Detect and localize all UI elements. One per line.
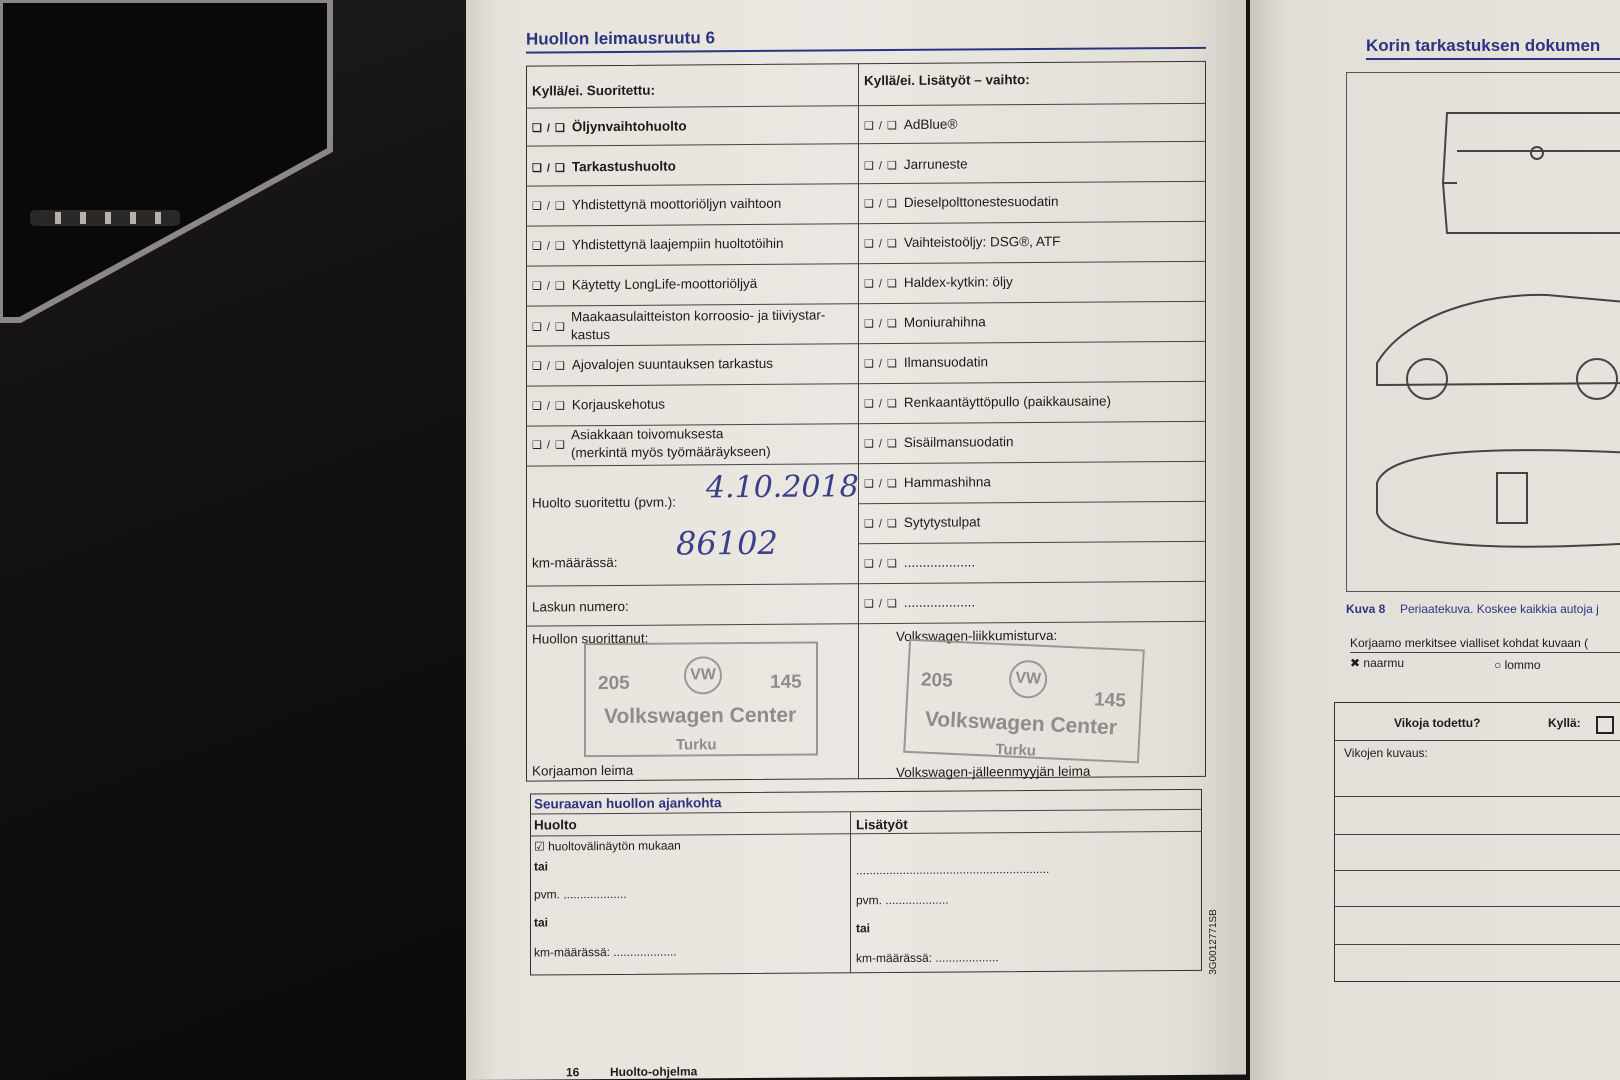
checkbox-pair[interactable]: ❑ / ❑ <box>864 477 898 491</box>
left-item-longlife-oil[interactable]: ❑ / ❑ Käytetty LongLife-moottoriöljyä <box>532 275 758 293</box>
next-service-title: Seuraavan huollon ajankohta <box>534 795 722 812</box>
right-item-tyre-sealant[interactable]: ❑ / ❑ Renkaantäyttöpullo (paikkausaine) <box>864 393 1112 411</box>
air-vent-icon <box>0 0 380 360</box>
left-item-gas-system[interactable]: ❑ / ❑ Maakaasulaitteiston korroosio- ja tiiviystar- <box>532 307 826 334</box>
performed-by-label: Huollon suorittanut: <box>532 630 649 647</box>
checkbox-pair[interactable]: ❑ / ❑ <box>864 237 898 251</box>
manual-left-page <box>466 0 1246 1080</box>
checkbox-pair[interactable]: ❑ / ❑ <box>532 122 566 135</box>
right-item-spark-plugs[interactable]: ❑ / ❑ Sytytystulpat <box>864 514 981 531</box>
doc-code: 3G0012771SB <box>1208 909 1219 975</box>
next-service-or-2: tai <box>534 915 549 930</box>
left-item-with-oil-change[interactable]: ❑ / ❑ Yhdistettynä moottoriöljyn vaihtoon <box>532 195 782 213</box>
next-service-col-extra: Lisätyöt <box>856 816 908 833</box>
checkbox-pair[interactable]: ❑ / ❑ <box>864 397 898 411</box>
next-extra-date: pvm. ................... <box>856 892 949 908</box>
next-extra-or: tai <box>856 921 871 936</box>
right-item-gearbox-oil[interactable]: ❑ / ❑ Vaihteistoöljy: DSG®, ATF <box>864 233 1061 251</box>
page-title: Huollon leimausruutu 6 <box>526 28 715 49</box>
right-item-diesel-filter[interactable]: ❑ / ❑ Dieselpolttonestesuodatin <box>864 193 1059 211</box>
dealer-stamp: 205 VW 145 Volkswagen Center Turku <box>903 639 1145 764</box>
right-item-timing-belt[interactable]: ❑ / ❑ Hammashihna <box>864 474 991 491</box>
km-label: km-määrässä: <box>532 554 618 571</box>
manual-right-page <box>1250 0 1620 1080</box>
next-service-date: pvm. ................... <box>534 886 627 902</box>
yes-checkbox[interactable] <box>1596 716 1614 734</box>
left-item-extended-service[interactable]: ❑ / ❑ Yhdistettynä laajempiin huoltotöihin <box>532 235 784 253</box>
left-item-customer-request-note: (merkintä myös työmääräykseen) <box>571 443 771 461</box>
left-item-gas-system-cont: kastus <box>571 326 611 343</box>
defects-table <box>1334 702 1620 982</box>
checkbox-pair[interactable]: ❑ / ❑ <box>864 437 898 451</box>
checkbox-pair[interactable]: ❑ / ❑ <box>864 119 898 133</box>
left-item-customer-request[interactable]: ❑ / ❑ Asiakkaan toivomuksesta <box>532 426 724 452</box>
dashboard-background <box>0 0 470 1080</box>
page-number: 16 <box>566 1065 580 1080</box>
checkbox-pair[interactable]: ❑ / ❑ <box>864 197 898 211</box>
col-right-header: Kyllä/ei. Lisätyöt – vaihto: <box>864 72 1030 89</box>
marks-text: Korjaamo merkitsee vialliset kohdat kuvaan ( <box>1350 636 1589 650</box>
next-service-or-1: tai <box>534 859 549 874</box>
next-service-col-service: Huolto <box>534 817 577 833</box>
checkbox-pair[interactable]: ❑ / ❑ <box>864 277 898 291</box>
workshop-stamp: 205 VW 145 Volkswagen Center Turku <box>584 642 818 758</box>
left-item-repair-request[interactable]: ❑ / ❑ Korjauskehotus <box>532 396 665 413</box>
checkbox-pair[interactable]: ❑ / ❑ <box>532 321 566 334</box>
vw-logo-icon: VW <box>684 656 722 694</box>
defects-found-label: Vikoja todettu? <box>1394 716 1481 730</box>
checkbox-pair[interactable]: ❑ / ❑ <box>532 162 566 175</box>
right-item-belt[interactable]: ❑ / ❑ Moniurahihna <box>864 314 986 331</box>
col-left-header: Kyllä/ei. Suoritettu: <box>532 82 656 99</box>
next-service-by-indicator[interactable]: ☑ huoltovälinäytön mukaan <box>534 838 681 854</box>
figure-caption: Periaatekuva. Koskee kaikkia autoja j <box>1400 602 1599 616</box>
checkbox-pair[interactable]: ❑ / ❑ <box>532 240 566 253</box>
legend-scratch: ✖ naarmu <box>1350 656 1405 670</box>
workshop-stamp-label: Korjaamon leima <box>532 762 634 779</box>
checkbox-pair[interactable]: ❑ / ❑ <box>532 360 566 373</box>
checkbox-pair[interactable]: ❑ / ❑ <box>532 400 566 413</box>
checkbox-pair[interactable]: ❑ / ❑ <box>864 159 898 173</box>
checkbox-pair[interactable]: ❑ / ❑ <box>532 439 566 452</box>
right-item-haldex[interactable]: ❑ / ❑ Haldex-kytkin: öljy <box>864 274 1013 291</box>
defects-description-label: Vikojen kuvaus: <box>1344 746 1428 760</box>
right-item-cabin-filter[interactable]: ❑ / ❑ Sisäilmansuodatin <box>864 434 1014 451</box>
right-title-rule <box>1366 58 1620 60</box>
checkbox-pair[interactable]: ❑ / ❑ <box>864 317 898 331</box>
checkbox-pair[interactable]: ❑ / ❑ <box>864 597 898 611</box>
next-extra-km: km-määrässä: ................... <box>856 950 999 966</box>
checkbox-pair[interactable]: ❑ / ❑ <box>864 517 898 531</box>
right-page-title: Korin tarkastuksen dokumen <box>1366 36 1601 55</box>
right-item-brake-fluid[interactable]: ❑ / ❑ Jarruneste <box>864 156 968 173</box>
car-diagram <box>1346 72 1620 592</box>
left-item-oil[interactable]: ❑ / ❑ Öljynvaihtohuolto <box>532 118 687 135</box>
figure-number: Kuva 8 <box>1346 602 1386 616</box>
service-done-label: Huolto suoritettu (pvm.): <box>532 494 677 511</box>
km-value-handwritten: 86102 <box>676 523 778 563</box>
invoice-label: Laskun numero: <box>532 598 629 615</box>
checkbox-pair[interactable]: ❑ / ❑ <box>532 280 566 293</box>
vw-logo-icon: VW <box>1008 659 1048 699</box>
right-item-blank-2[interactable]: ❑ / ❑ ................... <box>864 594 976 611</box>
right-item-air-filter[interactable]: ❑ / ❑ Ilmansuodatin <box>864 354 988 371</box>
next-service-km: km-määrässä: ................... <box>534 944 677 960</box>
yes-label: Kyllä: <box>1548 716 1581 730</box>
left-item-inspection[interactable]: ❑ / ❑ Tarkastushuolto <box>532 158 676 175</box>
checkbox-pair[interactable]: ❑ / ❑ <box>864 557 898 571</box>
footer-section: Huolto-ohjelma <box>610 1064 698 1079</box>
dealer-stamp-label: Volkswagen-jälleenmyyjän leima <box>896 763 1091 780</box>
car-outline-icon <box>1347 73 1620 593</box>
next-extra-dots: .......................................................... <box>856 861 1050 878</box>
service-date-handwritten: 4.10.2018 <box>706 469 859 506</box>
left-item-headlight-aim[interactable]: ❑ / ❑ Ajovalojen suuntauksen tarkastus <box>532 355 774 373</box>
legend-dent: ○ lommo <box>1494 658 1541 672</box>
checkbox-pair[interactable]: ❑ / ❑ <box>532 200 566 213</box>
vw-assistance-label: Volkswagen-liikkumisturva: <box>896 627 1058 644</box>
checkbox-pair[interactable]: ❑ / ❑ <box>864 357 898 371</box>
right-item-blank-1[interactable]: ❑ / ❑ ................... <box>864 554 976 571</box>
right-item-adblue[interactable]: ❑ / ❑ AdBlue® <box>864 116 958 133</box>
